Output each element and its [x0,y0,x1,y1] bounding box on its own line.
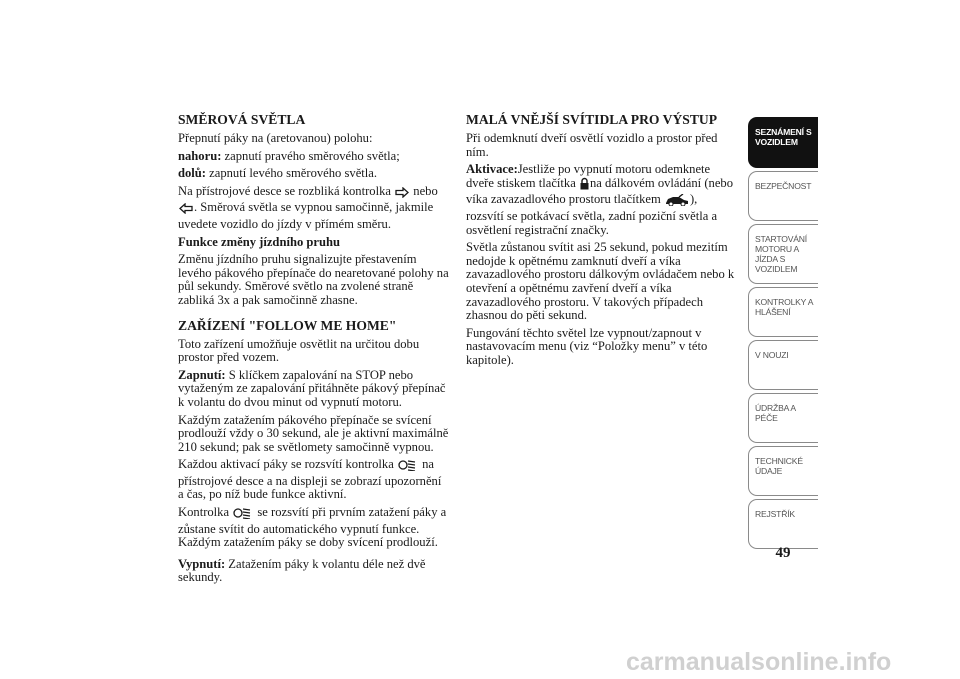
turn-signals-intro: Přepnutí páky na (aretovanou) polohu: [178,131,373,145]
indicator-text-or: nebo [413,183,438,198]
activation-label: Aktivace: [466,162,518,177]
low-beam-headlight-icon [398,459,418,475]
switch-off-row [178,558,450,585]
turn-right-arrow-icon [395,187,409,202]
activation-text-a: Jestliže po vypnutí motoru odemknete dveře stiskem tlačítka [466,162,711,190]
page-number: 49 [775,545,791,561]
activation-text-a: Každou aktivací páky se rozsvítí kontrolka [178,457,394,472]
tab-seznameni-s-vozidlem[interactable]: SEZNÁMENÍ S VOZIDLEM [748,117,818,168]
section-title-follow-me-home: ZAŘÍZENÍ "FOLLOW ME HOME" [178,317,397,333]
activation-text-c: ), rozsvítí se potkávací světla, zadní poziční světla a osvětlení registrační značky. [466,192,718,237]
down-position-row [178,167,450,181]
tab-kontrolky-a-hlaseni[interactable]: KONTROLKY A HLÁŠENÍ [748,287,818,337]
indicator-light-text-a: Kontrolka [178,505,230,520]
padlock-icon [580,177,589,194]
tab-rejstrik[interactable]: REJSTŘÍK [748,499,818,549]
tab-udrzba-a-pece[interactable]: ÚDRŽBA A PÉČE [748,393,818,443]
indicator-light-paragraph [178,506,450,550]
right-column [466,112,738,372]
chapter-tabs [748,117,818,552]
lane-change-text: Změnu jízdního pruhu signalizujte přestavením levého pákového přepínače do nearetované polohy na půl sekundy. Směrové světlo na zvolené straně zabliká 3x a pak samočinně zhasne. [178,252,449,307]
indicator-light-text-b: se rozsvítí při prvním zatažení páky a zůstane svítit do automatického vypnutí funkce. Každým zatažením páky se doby svícení prodlouží. [178,505,447,550]
duration-paragraph: Světla zůstanou svítit asi 25 sekund, pokud mezitím nedojde k opětnému zamknutí dveří a víka zavazadlového prostoru dálkovým ovládačem nebo k otevření a opětnému zavření dveří a víka zavazadlového prostoru. V takových případech zhasnou do pěti sekund. [466,240,735,323]
indicator-text-b: . Směrová světla se vypnou samočinně, jakmile uvedete vozidlo do jízdy v přímém směru. [178,200,434,231]
tab-bezpecnost[interactable]: BEZPEČNOST [748,171,818,221]
activation-paragraph [178,458,450,502]
activation-text-b: na dálkovém ovládání (nebo víka zavazadlového prostoru tlačítkem [466,175,734,207]
indicator-paragraph [178,185,450,232]
tab-startovani-motoru[interactable]: STARTOVÁNÍ MOTORU A JÍZDA S VOZIDLEM [748,224,818,284]
tab-v-nouzi[interactable]: V NOUZI [748,340,818,390]
switch-on-text: S klíčkem zapalování na STOP nebo vytaženým ze zapalování přitáhněte pákový přepínač k volantu do dvou minut od vypnutí motoru. [178,367,446,409]
extend-paragraph: Každým zatažením pákového přepínače se svícení prodlouží vždy o 30 sekund, ale je aktivní maximálně 210 sekund; pak se světlomety samočinně vypnou. [178,412,449,454]
low-beam-headlight-icon [233,507,253,523]
lane-change-title: Funkce změny jízdního pruhu [178,234,340,249]
up-text: zapnutí pravého směrového světla; [224,148,400,163]
menu-paragraph: Fungování těchto světel lze vypnout/zapnout v nastavovacím menu (viz “Položky menu” v této kapitole). [466,325,708,367]
exit-lights-intro: Při odemknutí dveří osvětlí vozidlo a prostor před ním. [466,131,718,159]
switch-off-text: Zatažením páky k volantu déle než dvě sekundy. [178,556,426,585]
activation-row [466,163,738,237]
turn-left-arrow-icon [179,203,193,218]
down-label: dolů: [178,166,206,181]
watermark: carmanualsonline.info [626,648,892,676]
up-label: nahoru: [178,148,222,163]
tab-technicke-udaje[interactable]: TECHNICKÉ ÚDAJE [748,446,818,496]
section-title-exit-lights: MALÁ VNĚJŠÍ SVÍTIDLA PRO VÝSTUP [466,112,718,127]
down-text: zapnutí levého směrového světla. [209,166,378,181]
activation-text-b: na přístrojové desce a na displeji se zobrazí upozornění a čas, po níž bude funkce aktivní. [178,457,442,502]
follow-me-home-intro: Toto zařízení umožňuje osvětlit na určitou dobu prostor před vozem. [178,336,420,365]
switch-off-label: Vypnutí: [178,556,226,571]
left-column [178,112,450,589]
switch-on-label: Zapnutí: [178,367,226,382]
car-trunk-icon [665,194,689,210]
section-title-turn-signals: SMĚROVÁ SVĚTLA [178,112,306,127]
indicator-text-a: Na přístrojové desce se rozbliká kontrolka [178,183,391,198]
up-position-row [178,150,450,164]
switch-on-row [178,369,450,410]
